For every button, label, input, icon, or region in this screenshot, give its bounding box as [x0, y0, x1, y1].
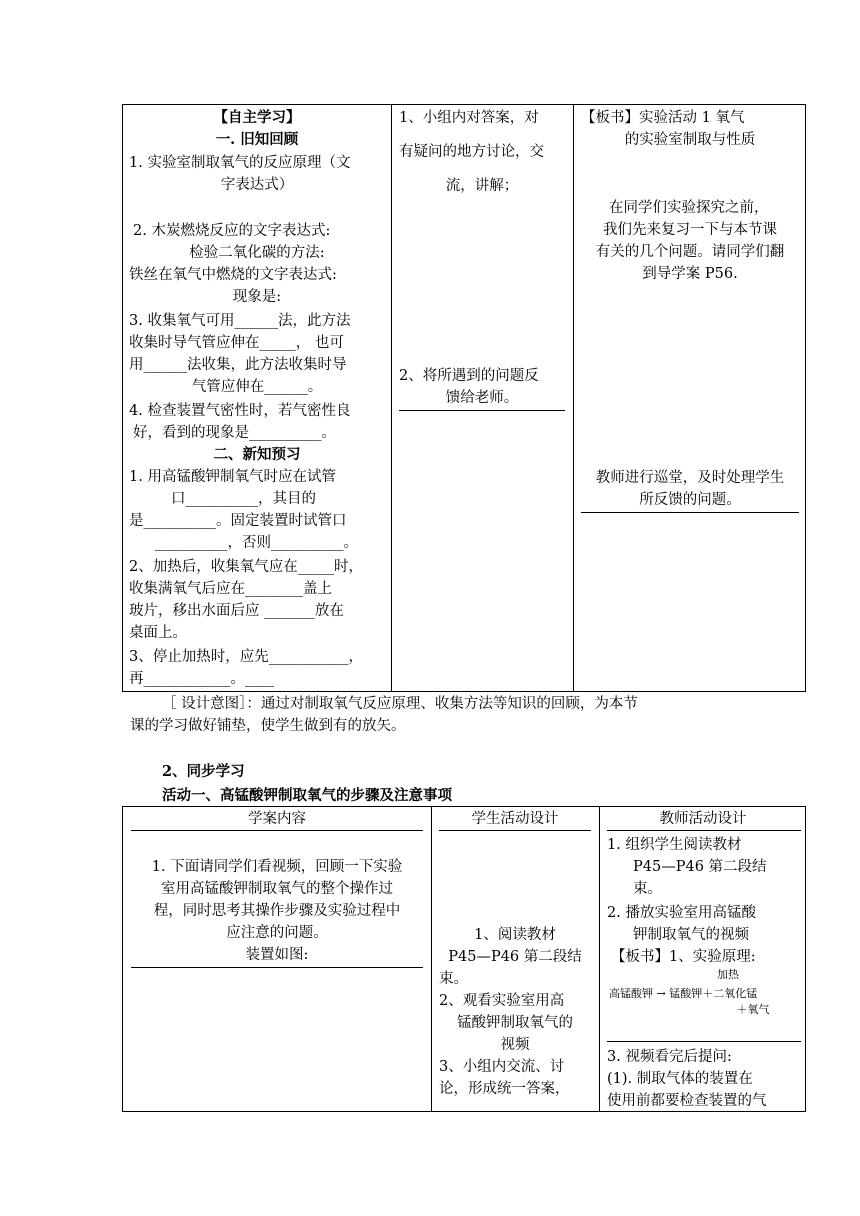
- teacher-step-line: P45—P46 第二段结: [633, 859, 767, 875]
- question-2-line: 检验二氧化碳的方法:: [189, 245, 325, 261]
- plan-text-line: 应注意的问题。: [226, 925, 328, 941]
- header-underline: [439, 830, 591, 831]
- question-3-line: 气管应伸在______。: [191, 379, 323, 395]
- student-activity-2-line: 2、将所遇到的问题反: [399, 368, 539, 384]
- question-4-line: 4. 检查装置气密性时，若气密性良: [129, 403, 351, 419]
- apparatus-underline: [131, 967, 423, 968]
- student-activity-1-line: 1、小组内对答案，对: [399, 110, 539, 126]
- design-intent-line: ［ 设计意图］：通过对制取氧气反应原理、收集方法等知识的回顾，为本节: [162, 696, 638, 712]
- plan-text-line: 室用高锰酸钾制取氧气的整个操作过: [161, 881, 393, 897]
- teacher-step-line: 2. 播放实验室用高锰酸: [607, 905, 756, 921]
- preview-1-line: 是__________。固定装置时试管口: [129, 513, 347, 529]
- apparatus-label: 装置如图:: [245, 947, 309, 963]
- preview-section-title: 二、新知预习: [213, 446, 301, 463]
- design-intent-line: 课的学习做好铺垫，使学生做到有的放矢。: [130, 718, 406, 734]
- header-teacher-activity: 教师活动设计: [659, 811, 747, 827]
- question-1-line: 字表达式）: [220, 177, 294, 193]
- review-table: [122, 104, 806, 692]
- preview-2-line: 桌面上。: [129, 625, 187, 641]
- student-step-line: 3、小组内交流、讨: [439, 1059, 565, 1075]
- equation-underline: [607, 1041, 801, 1042]
- student-step-line: 1、阅读教材: [474, 927, 556, 943]
- preview-2-line: 收集满氧气后应在________盖上: [129, 581, 332, 597]
- teacher-step-line: (1). 制取气体的装置在: [607, 1071, 753, 1087]
- answer-underline: [581, 512, 799, 513]
- teacher-step-line: 钾制取氧气的视频: [633, 927, 749, 943]
- preview-2-line: 2、加热后，收集氧气应在_____时，: [129, 559, 363, 575]
- teacher-step-line: 束。: [633, 881, 662, 897]
- teacher-patrol-line: 教师进行巡堂，及时处理学生: [595, 470, 785, 486]
- question-2-line: 2. 木炭燃烧反应的文字表达式:: [133, 223, 331, 239]
- student-activity-1-line: 流，讲解；: [445, 178, 519, 194]
- student-step-line: 2、观看实验室用高: [439, 993, 565, 1009]
- answer-underline: [399, 410, 565, 411]
- student-step-line: 锰酸钾制取氧气的: [457, 1015, 573, 1031]
- board-title-line: 【板书】实验活动 1 氧气: [581, 110, 745, 126]
- student-step-line: 论，形成统一答案，: [439, 1081, 570, 1097]
- question-2-line: 铁丝在氧气中燃烧的文字表达式:: [129, 267, 337, 283]
- question-3-line: 用______法收集，此方法收集时导: [129, 357, 347, 373]
- question-4-line: 好，看到的现象是__________。: [133, 425, 336, 441]
- student-step-line: P45—P46 第二段结: [448, 949, 582, 965]
- teacher-intro-line: 到导学案 P56.: [642, 266, 738, 282]
- teacher-step-line: 1. 组织学生阅读教材: [607, 837, 742, 853]
- board-title-line: 的实验室制取与性质: [624, 132, 756, 148]
- question-3-line: 收集时导气管应伸在_____， 也可: [129, 335, 344, 351]
- header-plan-content: 学案内容: [248, 811, 306, 827]
- reaction-condition: 加热: [717, 968, 739, 981]
- teacher-step-line: 3. 视频看完后提问:: [607, 1049, 732, 1065]
- teacher-intro-line: 我们先来复习一下与本节课: [603, 222, 777, 238]
- section-title: 2、同步学习: [162, 763, 245, 780]
- header-student-activity: 学生活动设计: [471, 811, 559, 827]
- plan-text-line: 程，同时思考其操作步骤及实验过程中: [153, 903, 401, 919]
- question-3-line: 3. 收集氧气可用______法，此方法: [129, 313, 351, 329]
- question-2-line: 现象是:: [232, 289, 282, 305]
- self-study-heading: 【自主学习】: [213, 109, 301, 126]
- preview-1-line: 口__________，其目的: [171, 491, 316, 507]
- column-divider: [599, 807, 600, 1111]
- header-underline: [131, 830, 423, 831]
- teacher-intro-line: 有关的几个问题。请同学们翻: [595, 244, 785, 260]
- column-divider: [573, 105, 574, 691]
- preview-1-line: 1. 用高锰酸钾制氧气时应在试管: [129, 469, 336, 485]
- header-underline: [607, 830, 801, 831]
- activity-table: [122, 806, 806, 1112]
- teacher-step-line: 使用前都要检查装置的气: [607, 1093, 767, 1109]
- student-step-line: 视频: [500, 1037, 530, 1053]
- student-step-line: 束。: [439, 971, 468, 987]
- student-activity-2-line: 馈给老师。: [445, 390, 519, 406]
- student-activity-1-line: 有疑问的地方讨论，交: [399, 144, 544, 160]
- teacher-patrol-line: 所反馈的问题。: [639, 492, 741, 508]
- preview-3-line: 3、停止加热时，应先___________，: [129, 649, 363, 665]
- preview-1-line: __________，否则__________。: [155, 535, 358, 551]
- board-principle-line: 【板书】1、实验原理:: [611, 949, 756, 965]
- teacher-intro-line: 在同学们实验探究之前，: [609, 200, 769, 216]
- question-1-line: 1. 实验室制取氧气的反应原理（文: [129, 155, 351, 171]
- preview-2-line: 玻片，移出水面后应 _______放在: [129, 603, 344, 619]
- activity-title: 活动一、高锰酸钾制取氧气的步骤及注意事项: [162, 787, 452, 804]
- preview-3-line: 再____________。____: [129, 671, 274, 687]
- plan-text-line: 1. 下面请同学们看视频，回顾一下实验: [151, 859, 403, 875]
- review-section-title: 一. 旧知回顾: [215, 131, 299, 148]
- reaction-equation: 高锰酸钾 → 锰酸钾＋二氧化锰: [609, 987, 758, 1000]
- reaction-equation: ＋氧气: [736, 1003, 770, 1016]
